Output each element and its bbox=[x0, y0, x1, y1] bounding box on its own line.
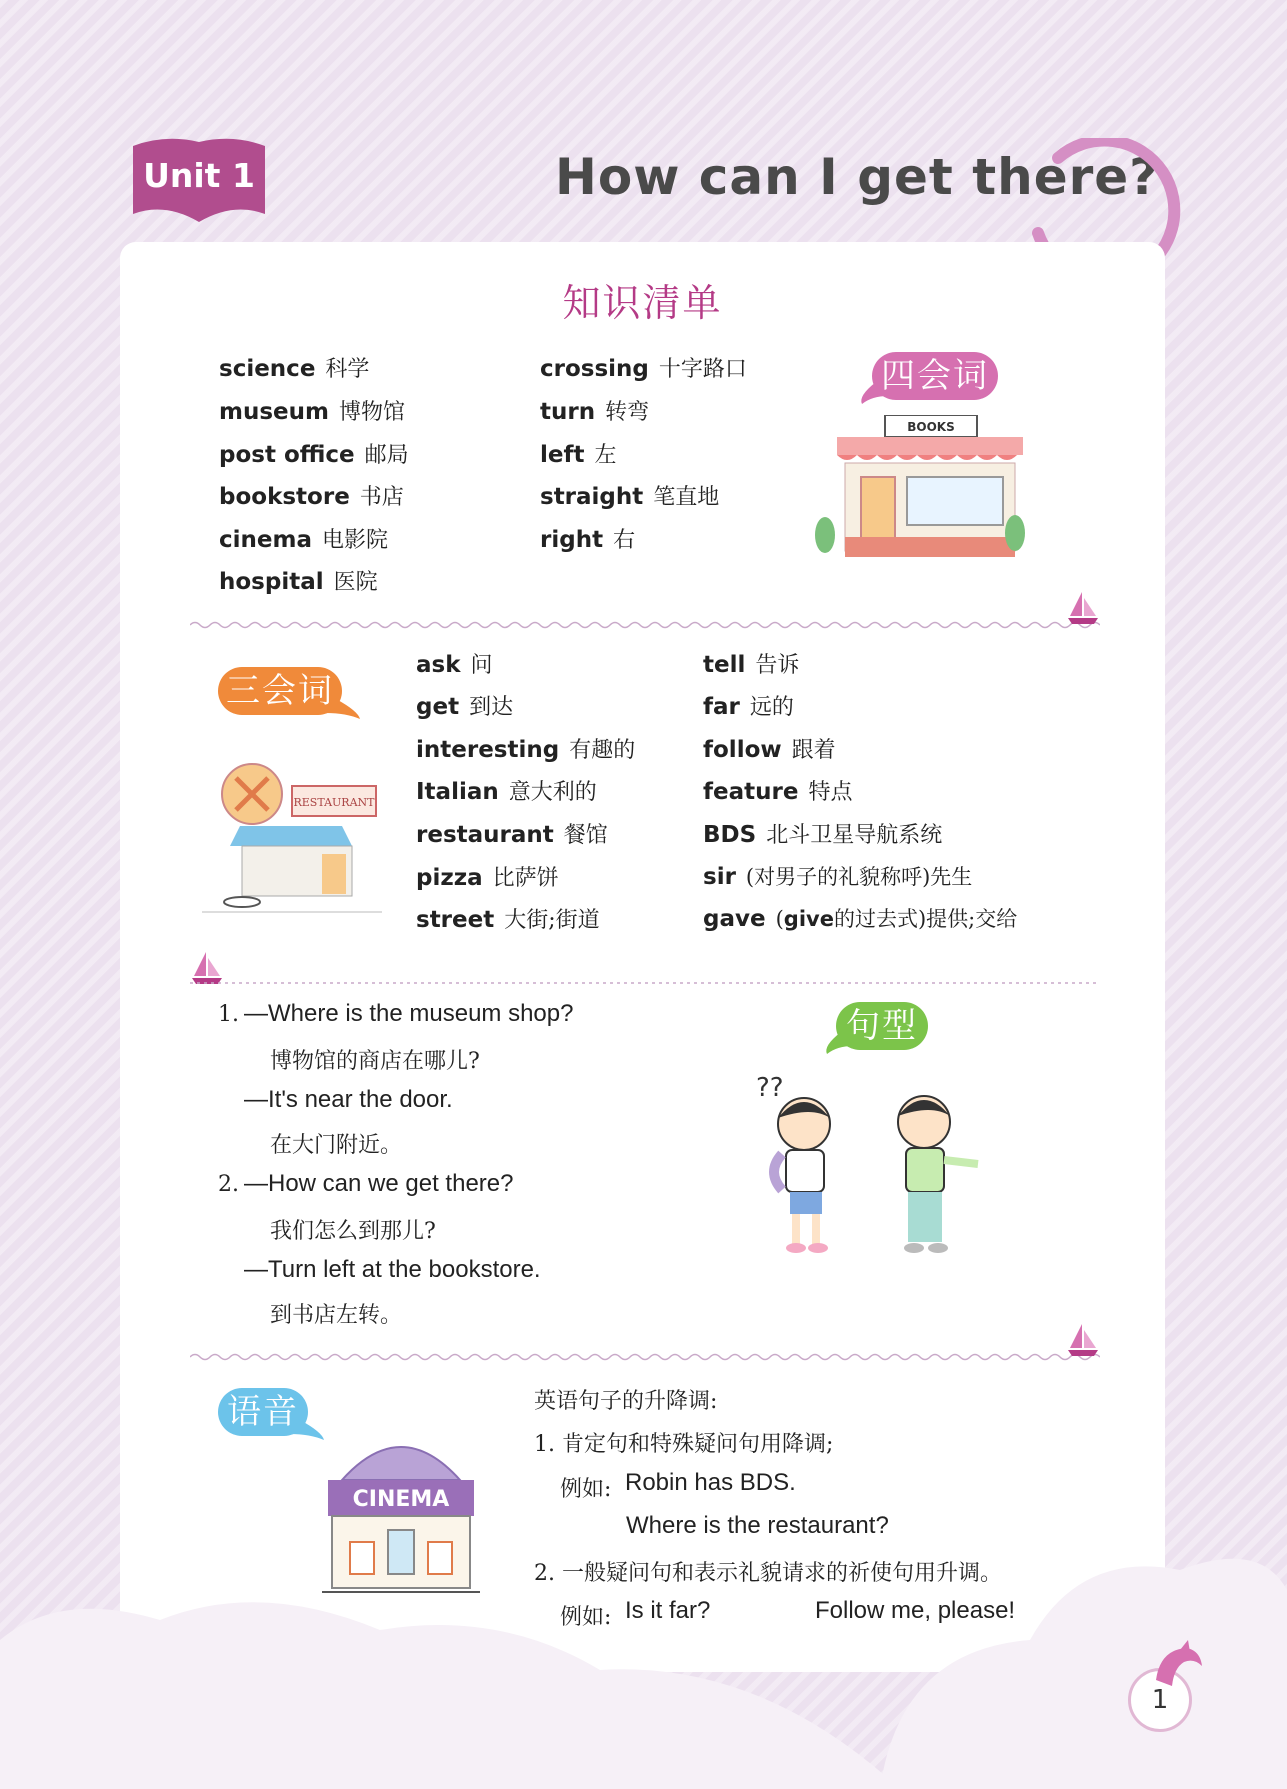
divider bbox=[190, 620, 1100, 630]
word-zh: 博物馆 bbox=[338, 400, 405, 425]
vocab-item bbox=[219, 395, 405, 426]
word-zh: 右 bbox=[613, 528, 636, 553]
word-zh: 远的 bbox=[749, 695, 794, 720]
vocab-item bbox=[703, 648, 799, 679]
vocab-item bbox=[416, 648, 493, 679]
word-en: bookstore bbox=[219, 484, 350, 510]
page-title: How can I get there? bbox=[555, 148, 1160, 206]
sailboat-icon bbox=[1066, 590, 1100, 626]
answer-zh: 在大门附近。 bbox=[270, 1133, 403, 1158]
word-en: sir bbox=[703, 864, 736, 890]
sailboat-icon bbox=[1066, 1322, 1100, 1358]
word-zh: 告诉 bbox=[755, 653, 800, 678]
word-zh: 到达 bbox=[469, 695, 514, 720]
word-en: museum bbox=[219, 399, 329, 425]
vocab-item bbox=[416, 775, 597, 806]
cinema-icon bbox=[322, 1424, 480, 1596]
word-zh: 比萨饼 bbox=[492, 866, 559, 891]
example-label: 例如: bbox=[560, 1605, 612, 1630]
phonics-rule: 1. 肯定句和特殊疑问句用降调; bbox=[534, 1432, 834, 1457]
word-zh: 大街;街道 bbox=[504, 908, 600, 933]
vocab-item bbox=[416, 818, 608, 849]
word-en: gave bbox=[703, 906, 766, 932]
word-en: right bbox=[540, 527, 604, 553]
word-zh: 书店 bbox=[359, 485, 404, 510]
example-sentence: Is it far? bbox=[625, 1597, 711, 1624]
word-zh: 邮局 bbox=[364, 443, 409, 468]
word-zh: 意大利的 bbox=[508, 780, 597, 805]
store-sign: BOOKS bbox=[907, 420, 955, 434]
example-sentence: Where is the restaurant? bbox=[626, 1512, 889, 1539]
phonics-rule: 2. 一般疑问句和表示礼貌请求的祈使句用升调。 bbox=[534, 1561, 1002, 1586]
question-en: —Where is the museum shop? bbox=[244, 1000, 574, 1027]
word-en: tell bbox=[703, 652, 746, 678]
vocab-item bbox=[540, 523, 635, 554]
word-zh: 电影院 bbox=[321, 528, 388, 553]
answer-en: —Turn left at the bookstore. bbox=[244, 1256, 541, 1283]
word-zh: 笔直地 bbox=[653, 485, 720, 510]
vocab-item bbox=[703, 775, 852, 806]
word-en: ask bbox=[416, 652, 461, 678]
word-en: follow bbox=[703, 737, 782, 763]
answer-en: —It's near the door. bbox=[244, 1086, 453, 1113]
divider bbox=[190, 1352, 1100, 1362]
word-en: cinema bbox=[219, 527, 312, 553]
vocab-item bbox=[219, 565, 378, 596]
word-zh: 左 bbox=[594, 443, 617, 468]
vocab-item bbox=[219, 438, 409, 469]
vocab-item bbox=[416, 861, 559, 892]
vocab-item bbox=[540, 352, 747, 383]
bookstore-icon bbox=[815, 415, 1025, 565]
word-en: feature bbox=[703, 779, 799, 805]
word-zh: 有趣的 bbox=[569, 738, 636, 763]
vocab-item bbox=[219, 352, 369, 383]
vocab-item bbox=[703, 733, 836, 764]
item-number: 2. bbox=[218, 1172, 239, 1197]
question-zh: 我们怎么到那儿? bbox=[270, 1219, 436, 1244]
word-en: crossing bbox=[540, 356, 649, 382]
example-label: 例如: bbox=[560, 1477, 612, 1502]
word-zh: 医院 bbox=[333, 570, 378, 595]
restaurant-sign: RESTAURANT bbox=[293, 796, 375, 809]
word-zh: 餐馆 bbox=[563, 823, 608, 848]
example-sentence: Follow me, please! bbox=[815, 1597, 1016, 1624]
word-zh: (对男子的礼貌称呼)先生 bbox=[745, 865, 973, 889]
phonics-heading: 英语句子的升降调: bbox=[534, 1389, 718, 1414]
answer-zh: 到书店左转。 bbox=[270, 1303, 403, 1328]
item-number: 1. bbox=[218, 1002, 239, 1027]
vocab-item bbox=[703, 690, 794, 721]
word-en: turn bbox=[540, 399, 596, 425]
word-en: interesting bbox=[416, 737, 560, 763]
unit-tag bbox=[125, 132, 273, 228]
word-en: science bbox=[219, 356, 316, 382]
word-en: left bbox=[540, 442, 585, 468]
vocab-item bbox=[219, 480, 404, 511]
vocab-item bbox=[703, 903, 1017, 933]
boys-illustration bbox=[752, 1072, 992, 1262]
section-title: 知识清单 bbox=[562, 281, 723, 325]
word-en: far bbox=[703, 694, 740, 720]
dolphin-icon bbox=[1150, 1640, 1206, 1700]
vocab-item bbox=[703, 818, 942, 849]
word-en-inline: give bbox=[783, 907, 834, 931]
word-zh-prefix: ( bbox=[775, 907, 784, 931]
vocab-item bbox=[540, 395, 649, 426]
vocab-item bbox=[540, 480, 719, 511]
word-en: hospital bbox=[219, 569, 324, 595]
word-en: post office bbox=[219, 442, 355, 468]
word-zh: 十字路口 bbox=[658, 357, 747, 382]
three-skill-badge: 三会词 bbox=[218, 667, 342, 715]
sentence-badge: 句型 bbox=[836, 1002, 928, 1050]
four-skill-badge: 四会词 bbox=[872, 352, 998, 400]
restaurant-icon bbox=[202, 762, 382, 922]
word-en: street bbox=[416, 907, 495, 933]
word-en: straight bbox=[540, 484, 644, 510]
vocab-item bbox=[416, 903, 600, 934]
word-en: Italian bbox=[416, 779, 499, 805]
question-en: —How can we get there? bbox=[244, 1170, 514, 1197]
vocab-item bbox=[416, 733, 635, 764]
word-en: get bbox=[416, 694, 460, 720]
svg-text:??: ?? bbox=[756, 1073, 784, 1103]
vocab-item bbox=[219, 523, 388, 554]
example-sentence: Robin has BDS. bbox=[625, 1469, 796, 1496]
divider bbox=[190, 978, 1100, 988]
vocab-item bbox=[416, 690, 513, 721]
word-zh: 跟着 bbox=[791, 738, 836, 763]
cloud-decoration bbox=[0, 1580, 900, 1789]
word-zh: 的过去式)提供;交给 bbox=[833, 907, 1018, 931]
phonics-badge: 语音 bbox=[218, 1388, 308, 1436]
word-zh: 问 bbox=[470, 653, 493, 678]
word-zh: 北斗卫星导航系统 bbox=[766, 823, 943, 848]
word-en: pizza bbox=[416, 865, 483, 891]
vocab-item bbox=[540, 438, 617, 469]
question-zh: 博物馆的商店在哪儿? bbox=[270, 1049, 480, 1074]
cinema-sign: CINEMA bbox=[352, 1487, 450, 1512]
page-number: 1 bbox=[1128, 1668, 1192, 1732]
word-zh: 转弯 bbox=[605, 400, 650, 425]
word-zh: 科学 bbox=[325, 357, 370, 382]
unit-label: Unit 1 bbox=[143, 156, 255, 195]
word-zh: 特点 bbox=[808, 780, 853, 805]
word-en: restaurant bbox=[416, 822, 554, 848]
vocab-item bbox=[703, 861, 972, 891]
word-en: BDS bbox=[703, 822, 757, 848]
